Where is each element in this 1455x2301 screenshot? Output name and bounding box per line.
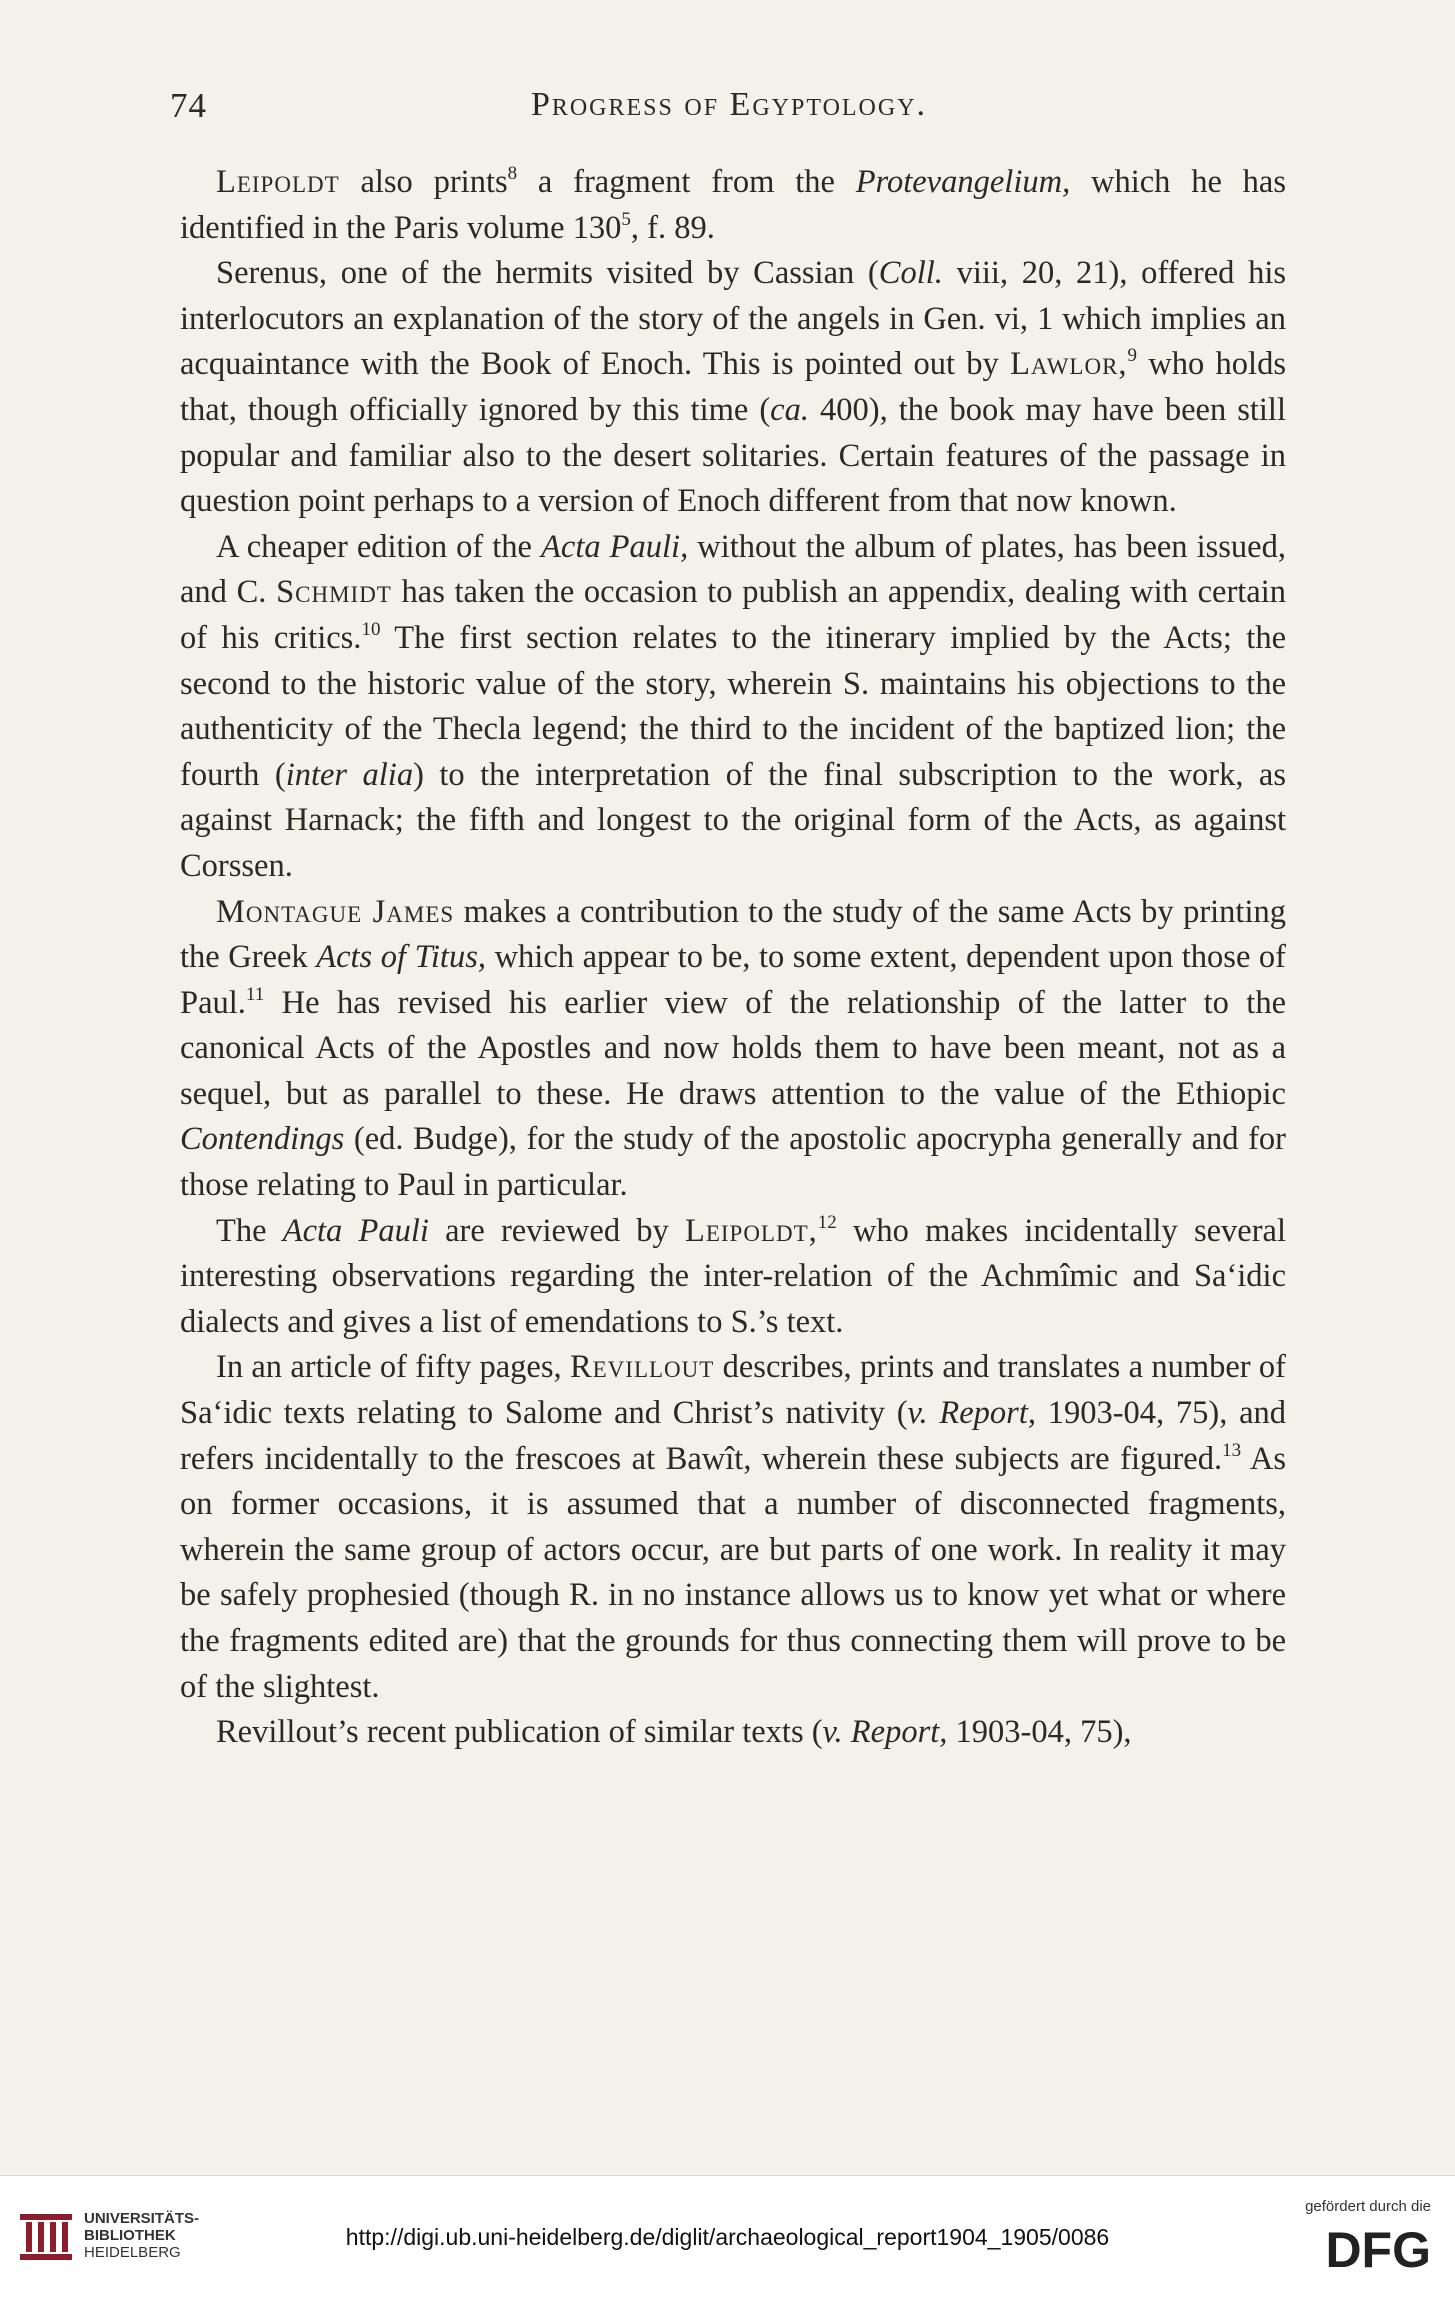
text-run: also prints [339,164,508,200]
author-name: Schmidt [276,574,392,611]
text-run: He has revised his earlier view of the relationship of the latter to the canonical Acts of the Apostles and now holds them to have been meant, not as a sequel, but as parallel to these. He draws attention to the value of the Ethiopic [180,984,1286,1112]
italic-text: Protevangelium, [855,164,1071,200]
italic-text: ca. [770,391,809,428]
text-run: who holds that, though officially ignored by this time ( [180,346,1286,428]
text-run: which appear to be, to some extent, dependent upon those of Paul. [180,939,1287,1021]
italic-text: inter alia [285,756,414,793]
funder-label: gefördert durch die [1305,2198,1431,2215]
text-run: who makes incidentally several interesting observations regarding the inter-relation of the Achmîmic and Sa‘idic dialects and gives a list of emendations to S.’s text. [180,1212,1286,1340]
library-name-line1: UNIVERSITÄTS- [84,2210,200,2227]
dfg-logo-icon [1291,2223,1431,2271]
library-name-line2: BIBLIOTHEK [84,2227,176,2244]
text-run: , f. 89. [630,209,715,246]
text-run: are reviewed by [428,1212,685,1249]
paragraph [180,890,1286,1209]
page-header [170,86,1288,146]
italic-text: v. Report, [822,1714,948,1751]
text-run: A cheaper edition of the [216,528,542,565]
footnote-marker: 9 [1127,345,1138,367]
italic-text: v. Report, [907,1395,1036,1432]
paragraph [180,1710,1286,1756]
text-run: Serenus, one of the hermits visited by Cassian ( [216,255,879,292]
running-title: Progress of Egyptology. [530,86,928,123]
text-run: ) to the interpretation of the final subscription to the work, as against Harnack; the fifth and longest to the original form of the Acts, as against Corssen. [180,756,1286,884]
paragraph [180,525,1286,890]
text-run: viii, 20, 21), offered his interlocutors an explanation of the story of the angels in Gen. vi, 1 which implies an acquaintance with the Book of Enoch. This is pointed out by [180,255,1286,383]
text-run: which he has identified in the Paris volume 130 [180,164,1286,246]
italic-text: Coll. [878,255,943,292]
footnote-marker: 5 [621,208,631,230]
author-name: Lawlor, [1010,346,1128,383]
text-run: a fragment from the [517,164,856,200]
italic-text: Acts of Titus, [316,939,486,976]
dfg-logo-text: DFG [1325,2223,1431,2271]
italic-text: Contendings [180,1121,345,1158]
footnote-marker: 12 [817,1211,837,1233]
paragraph [180,1209,1286,1346]
footnote-marker: 13 [1222,1439,1242,1461]
text-run: 1903-04, 75), [947,1714,1132,1751]
text-run: without the album of plates, has been issued, and C. [180,528,1286,611]
italic-text: Acta Pauli [282,1212,429,1249]
library-name-line3: HEIDELBERG [84,2244,181,2261]
text-run: 1903-04, 75), and refers incidentally to the frescoes at Bawît, wherein these subjects are figured. [180,1395,1286,1477]
text-run: describes, prints and translates a number of Sa‘idic texts relating to Salome and Christ’s nativity ( [180,1349,1286,1432]
text-run: The first section relates to the itinerary implied by the Acts; the second to the historic value of the story, wherein S. maintains his objections to the authenticity of the Thecla legend; the third to the incident of the baptized lion; the fourth ( [180,619,1287,793]
text-run: The [216,1212,283,1249]
author-name: Leipoldt [216,164,340,200]
paragraph [180,251,1286,525]
paragraph [180,1345,1286,1710]
body-text [180,160,1286,1756]
footnote-marker: 10 [361,618,381,640]
footnote-marker: 8 [507,163,518,184]
text-run: makes a contribution to the study of the same Acts by printing the Greek [180,893,1286,976]
text-run: As on former occasions, it is assumed that a number of disconnected fragments, wherein the same group of actors occur, are but parts of one work. In reality it may be safely prophesied (though R. in no instance allows us to know yet what or where the fragments edited are) that the grounds for thus connecting them will prove to be of the slightest. [180,1440,1287,1705]
footnote-marker: 11 [245,983,265,1005]
paragraph [180,160,1286,251]
permalink-url[interactable]: http://digi.ub.uni-heidelberg.de/diglit/archaeological_report1904_1905/0086 [345,2224,1110,2250]
page-number: 74 [170,86,207,125]
author-name: Leipoldt, [684,1212,818,1249]
italic-text: Acta Pauli, [541,528,689,565]
text-run: (ed. Budge), for the study of the apostolic apocrypha generally and for those relating to Paul in particular. [180,1121,1286,1204]
funder-block [1251,2198,1431,2271]
text-run: has taken the occasion to publish an appendix, dealing with certain of his critics. [180,574,1287,656]
text-run: In an article of fifty pages, [216,1349,570,1386]
text-run: 400), the book may have been still popular and familiar also to the desert solitaries. Certain features of the passage in question point perhaps to a version of Enoch different from that now known. [180,391,1286,520]
viewer-footer [0,2175,1455,2301]
author-name: Revillout [569,1349,715,1386]
author-name: Montague James [216,893,455,930]
text-run: Revillout’s recent publication of similar texts ( [216,1714,823,1751]
